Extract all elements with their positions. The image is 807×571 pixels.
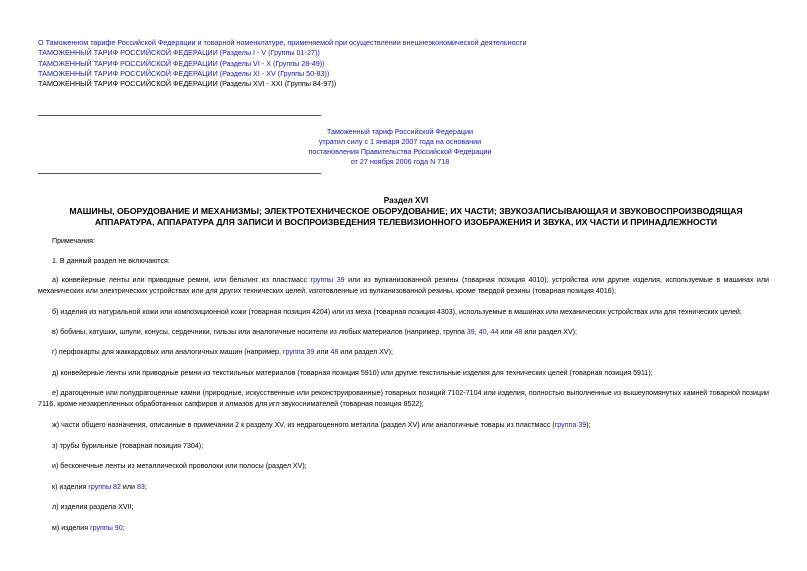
divider-bottom bbox=[38, 173, 321, 174]
notice-line-4[interactable]: от 27 ноября 2006 года N 718 bbox=[350, 157, 450, 166]
section-heading bbox=[38, 195, 774, 228]
note-1-g: г) перфокарты для жаккардовых или аналогичных машин (например, группа 39 или 48 или раздел XV); bbox=[52, 348, 393, 356]
link-group-39[interactable]: группа 39 bbox=[282, 348, 315, 356]
note-1-d: д) конвейерные ленты или приводные ремни из текстильных материалов (товарная позиция 5910) или другие текстильные изделия для технических целей (товарная позиция 5911); bbox=[52, 369, 653, 377]
note-1-l: л) изделия раздела XVII; bbox=[52, 503, 134, 511]
note-1-a: а) конвейерные ленты или приводные ремни, или бельтинг из пластмасс группы 39 или из вулканизованной резины (товарная позиция 4010); устройства или другие изделия, используемые в машинах или механических или электрических устройствах или для других технических целей, изготовленные из вулканизованной резины, кроме твердой резины (товарная позиция 4016); bbox=[38, 276, 770, 295]
note-1-v: в) бобины, катушки, шпули, конусы, сердечники, гильзы или аналогичные носители из любых материалов (например, группа 39, 40, 44 или 48 или раздел XV); bbox=[52, 328, 578, 336]
notice-line-2[interactable]: утратил силу с 1 января 2007 года на основании bbox=[318, 137, 482, 146]
link-group-39[interactable]: 39 bbox=[466, 328, 475, 336]
note-1-k: к) изделия группы 82 или 83; bbox=[52, 483, 147, 491]
section-title-line-2: АППАРАТУРА, АППАРАТУРА ДЛЯ ЗАПИСИ И ВОСПРОИЗВЕДЕНИЯ ТЕЛЕВИЗИОННОГО ИЗОБРАЖЕНИЯ И ЗВУКА, ИХ ЧАСТИ И ПРИНАДЛЕЖНОСТИ bbox=[94, 217, 718, 227]
link-group-40[interactable]: 40 bbox=[478, 328, 487, 336]
section-number: Раздел XVI bbox=[383, 196, 429, 205]
divider-top bbox=[38, 115, 321, 116]
link-tariff-sections-1-5[interactable]: ТАМОЖЕННЫЙ ТАРИФ РОССИЙСКОЙ ФЕДЕРАЦИИ (Разделы I - V (Группы 01-27)) bbox=[38, 48, 320, 58]
link-tariff-sections-6-10[interactable]: ТАМОЖЕННЫЙ ТАРИФ РОССИЙСКОЙ ФЕДЕРАЦИИ (Разделы VI - X (Группы 28-49)) bbox=[38, 58, 325, 68]
notes-heading: Примечания: bbox=[52, 237, 95, 245]
link-group-44[interactable]: 44 bbox=[490, 328, 499, 336]
note-1: 1. В данный раздел не включаются: bbox=[52, 257, 170, 265]
note-1-m: м) изделия группы 90; bbox=[52, 524, 125, 532]
note-1-zh: ж) части общего назначения, описанные в примечании 2 к разделу XV, из недрагоценного металла (раздел XV) или аналогичные товары из пластмасс (группа 39); bbox=[52, 421, 591, 429]
link-group-48[interactable]: 48 bbox=[330, 348, 339, 356]
note-1-b: б) изделия из натуральной кожи или композиционной кожи (товарная позиция 4204) или из меха (товарная позиция 4303), используемые в машинах или механических устройствах или для технических целей; bbox=[52, 308, 742, 316]
link-tariff-sections-11-15[interactable]: ТАМОЖЕННЫЙ ТАРИФ РОССИЙСКОЙ ФЕДЕРАЦИИ (Разделы XI - XV (Группы 50-83)) bbox=[38, 68, 330, 78]
validity-notice bbox=[300, 127, 500, 167]
section-title-line-1: МАШИНЫ, ОБОРУДОВАНИЕ И МЕХАНИЗМЫ; ЭЛЕКТРОТЕХНИЧЕСКОЕ ОБОРУДОВАНИЕ; ИХ ЧАСТИ; ЗВУКОЗАПИСЫВАЮЩАЯ И ЗВУКОВОСПРОИЗВОДЯЩАЯ bbox=[69, 206, 743, 216]
link-group-82[interactable]: группы 82 bbox=[88, 483, 121, 491]
notice-line-3[interactable]: постановления Правительства Российской Федерации bbox=[308, 147, 492, 156]
link-group-48[interactable]: 48 bbox=[514, 328, 523, 336]
note-1-z: з) трубы бурильные (товарная позиция 7304); bbox=[52, 442, 204, 450]
link-tariff-and-nomenclature[interactable]: О Таможенном тарифе Российской Федерации и товарной номенклатуре, применяемой при осуществлении внешнеэкономической деятельности bbox=[38, 38, 527, 47]
link-group-90[interactable]: группы 90 bbox=[90, 524, 123, 532]
related-documents-list bbox=[38, 38, 526, 89]
link-group-83[interactable]: 83 bbox=[136, 483, 145, 491]
notice-line-1[interactable]: Таможенный тариф Российской Федерации bbox=[326, 127, 474, 136]
note-1-i: и) бесконечные ленты из металлической проволоки или полосы (раздел XV); bbox=[52, 462, 307, 470]
note-1-e: е) драгоценные или полудрагоценные камни (природные, искусственные или реконструированные) товарных позиций 7102-7104 или изделия, полностью выполненные из вышеупомянутых камней товарной позиции 7116, кроме незакрепленных обработанных сапфиров и алмазов для игл звукоснимателей (товарная позиция 8522); bbox=[38, 389, 769, 408]
link-group-39[interactable]: группы 39 bbox=[310, 276, 345, 284]
link-group-39[interactable]: группа 39 bbox=[554, 421, 587, 429]
current-document-title: ТАМОЖЕННЫЙ ТАРИФ РОССИЙСКОЙ ФЕДЕРАЦИИ (Разделы XVI - XXI (Группы 84-97)) bbox=[38, 79, 337, 89]
